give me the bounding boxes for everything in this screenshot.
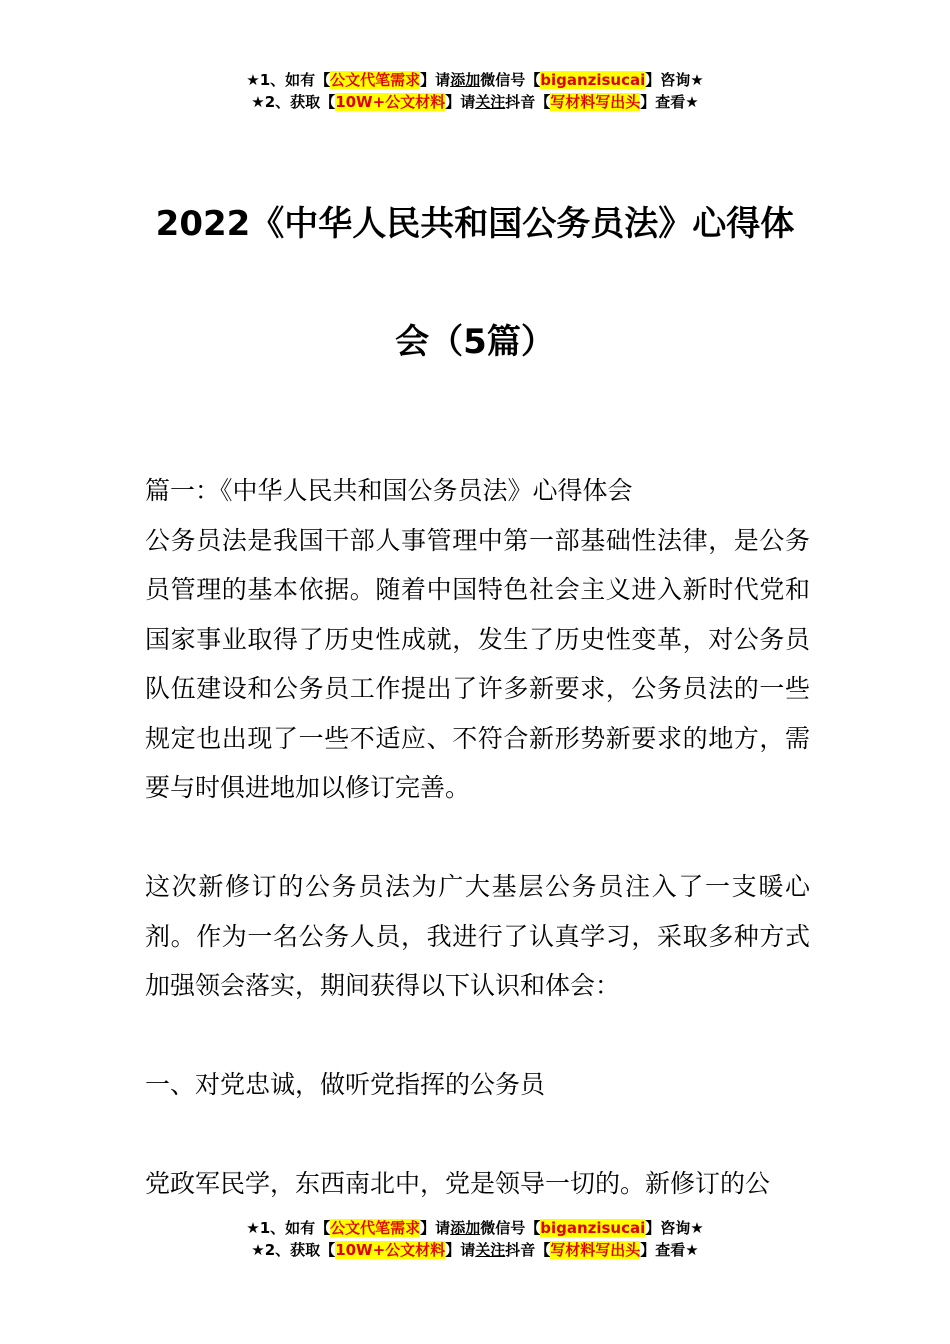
banner-line-1: ★1、如有【公文代笔需求】请添加微信号【biganzisucai】咨询★ — [246, 71, 704, 89]
highlight-service: 公文代笔需求 — [330, 71, 421, 89]
section-heading: 一、对党忠诚，做听党指挥的公务员 — [145, 1070, 546, 1099]
paragraph: 这次新修订的公务员法为广大基层公务员注入了一支暖心剂。作为一名公务人员，我进行了认真学习，采取多种方式加强领会落实，期间获得以下认识和体会： — [145, 872, 810, 1000]
document-title-line-2: 会（5篇） — [395, 322, 555, 362]
highlight-wechat-id: biganzisucai — [540, 1219, 646, 1237]
banner-line-2: ★2、获取【10W+公文材料】请关注抖音【写材料写出头】查看★ — [251, 93, 699, 111]
banner-line-2: ★2、获取【10W+公文材料】请关注抖音【写材料写出头】查看★ — [251, 1241, 699, 1259]
document-body — [145, 466, 810, 1209]
highlight-douyin: 写材料写出头 — [550, 93, 641, 111]
highlight-materials: 10W+公文材料 — [335, 1241, 446, 1259]
footer-banner — [0, 1217, 950, 1261]
highlight-douyin: 写材料写出头 — [550, 1241, 641, 1259]
highlight-wechat-id: biganzisucai — [540, 71, 646, 89]
header-banner — [0, 69, 950, 113]
highlight-materials: 10W+公文材料 — [335, 93, 446, 111]
document-title-line-1: 2022《中华人民共和国公务员法》心得体 — [155, 204, 795, 244]
highlight-service: 公文代笔需求 — [330, 1219, 421, 1237]
banner-line-1: ★1、如有【公文代笔需求】请添加微信号【biganzisucai】咨询★ — [246, 1219, 704, 1237]
paragraph: 公务员法是我国干部人事管理中第一部基础性法律，是公务员管理的基本依据。随着中国特色社会主义进入新时代党和国家事业取得了历史性成就，发生了历史性变革，对公务员队伍建设和公务员工作提出了许多新要求，公务员法的一些规定也出现了一些不适应、不符合新形势新要求的地方，需要与时俱进地加以修订完善。 — [145, 525, 810, 802]
chapter-heading: 篇一：《中华人民共和国公务员法》心得体会 — [145, 476, 633, 505]
paragraph: 党政军民学，东西南北中，党是领导一切的。新修订的公 — [145, 1169, 771, 1198]
